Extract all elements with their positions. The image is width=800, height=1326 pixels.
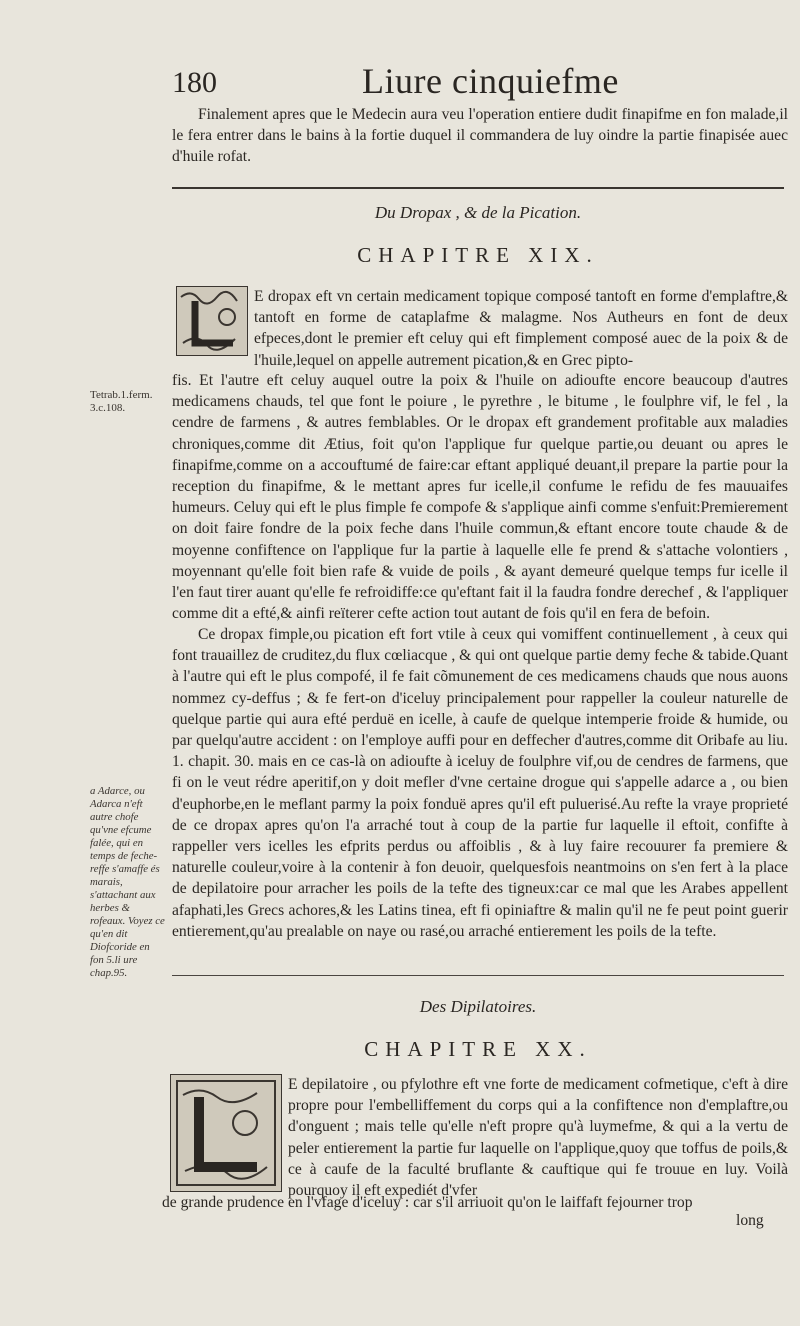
margin-reference: Tetrab.1.ferm. 3.c.108. [90, 389, 153, 414]
chapter-heading-20: CHAPITRE XX. [364, 1037, 592, 1061]
divider-rule [172, 187, 784, 189]
ornate-letter-L-icon [170, 1074, 282, 1192]
catchword: long [736, 1212, 764, 1229]
chapter19-paragraph-1: fis. Et l'autre eft celuy auquel outre la poix & l'huile on adioufte encore beaucoup d'autres medicamens chauds, tel que font le poiure , le pyrethre , le bitume , le foulphre vif, le fel , la cendre de farmens , & autres femblables. Or le dropax eft grandement profitable aux maladies chroniques,comme dit Ætius, foit qu'on l'applique fur quelque partie,ou deuant ou apres le finapifme,comme on a accouftumé de faire:car eftant appliqué deuant,il prepare la partie pour la reception du finapifme, & le mettant apres fur icelle,il confume le refidu de fes mauuaifes humeurs. Celuy qui eft le plus fimple fe compofe & s'applique ainfi comme s'enfuit:Premierement on doit faire fondre de la poix feche dans l'huile commun,& eftant encore toute chaude & de moyenne confiftence on l'applique fur la partie à laquelle elle fe prend & s'attache volontiers , moyennant qu'elle foit bien rafe & vuide de poils , & ayant demeuré quelque temps fur icelle il l'en faut tirer auant qu'elle fe refroidiffe:ce qu'eftant fait il la faudra fondre derechef , & l'appliquer comme dit a efté,& ainfi reïterer cefte action tout autant de fois qu'il en fera de befoin. [172, 372, 788, 623]
chapter19-paragraph-2: Ce dropax fimple,ou pication eft fort vtile à ceux qui vomiffent continuellement , à ceux qui font trauaillez de cruditez,du flux cœliacque , & qui ont quelque partie demy feche & tabide.Quant à l'autre qui eft le plus compofé, il fe fait cõmunement de ces medicamens chauds que nous auons nommez cy-deffus ; & fe fert-on d'iceluy principalement pour rappeller la couleur naturelle de quelque partie qui aura efté perduë en icelle, à caufe de quelque intemperie froide & humide, ou par quelqu'autre accident : on l'employe auffi pour en deffecher d'autres,comme dit Oribafe au liu. 1. chapit. 30. mais en ce cas-là on adioufte à iceluy de foulphre vif,ou de cendres de farmens, que fi on le veut rédre aperitif,on y doit mefler d'vne certaine drogue qui s'appelle adarce a , ou bien d'euphorbe,en le meflant parmy la poix fonduë apres qu'il eft puluerisé.Au refte la vraye proprieté de ce dropax apres qu'on l'a arraché tout à coup de la partie fur laquelle il eftoit, confifte à rappeller vers icelles les efprits perdus ou affoiblis , & à luy faire recouurer fa premiere & naturelle couleur,voire à la contenir à fon deuoir, quelquesfois neantmoins on s'en fert à la place de depilatoire pour arracher les poils de la tefte des tigneux:car ce mal que les Arabes appellent afaphati,les Grecs achores,& les Latins tinea, eft fi opiniaftre & malin qu'il ne fe peut point guerir entierement,qu'au prealable on naye ou rasé,ou arraché entierement les poils de la tefte. [172, 626, 788, 940]
section-title-dropax: Du Dropax , & de la Pication. [374, 203, 582, 222]
running-title: Liure cinquiefme [362, 61, 619, 101]
section-title-depilatoires: Des Dipilatoires. [419, 997, 537, 1016]
chapter19-lead-text: E dropax eft vn certain medicament topique composé tantoft en forme d'emplaftre,& tantoft en forme de cataplafme & malagme. Nos Autheurs en font de deux efpeces,dont le premier eft celuy qui eft fimplement composé auec de la poix & de l'huile,lequel on appelle autrement pication,& en Grec pipto- [254, 288, 788, 369]
divider-rule [172, 975, 784, 976]
chapter20-lead-text: E depilatoire , ou pfylothre eft vne forte de medicament cofmetique, c'eft à dire propre pour l'embelliffement du corps qui a la confiftence non d'emplaftre,ou d'onguent ; mais telle qu'elle n'eft propre qu'à luymefme, & qui a la vertu de peler entierement la partie fur laquelle on l'applique,quoy que toffus de poils,& ce à caufe de la faculté bruflante & cauftique qui fe trouue en luy. Voilà pourquoy il eft expediét d'vfer [288, 1076, 788, 1200]
ornate-letter-L-icon [176, 286, 248, 356]
margin-note-adarce: a Adarce, ou Adarca n'eft autre chofe qu'vne efcume falée, qui en temps de feche-reffe s'amaffe és marais, s'attachant aux herbes & rofeaux. Voyez ce qu'en dit Diofcoride en fon 5.li ure chap.95. [90, 785, 165, 979]
page-number: 180 [172, 66, 217, 99]
intro-paragraph: Finalement apres que le Medecin aura veu l'operation entiere dudit finapifme en fon malade,il le fera entrer dans le bains à la fortie duquel il commandera de luy oindre la partie finapisée auec d'huile rofat. [172, 106, 788, 166]
chapter20-paragraph-continued: de grande prudence en l'vfage d'iceluy : car s'il arriuoit qu'on le laiffaft fejourner trop [162, 1194, 693, 1211]
page-header [172, 60, 772, 108]
chapter-heading-19: CHAPITRE XIX. [357, 243, 599, 267]
